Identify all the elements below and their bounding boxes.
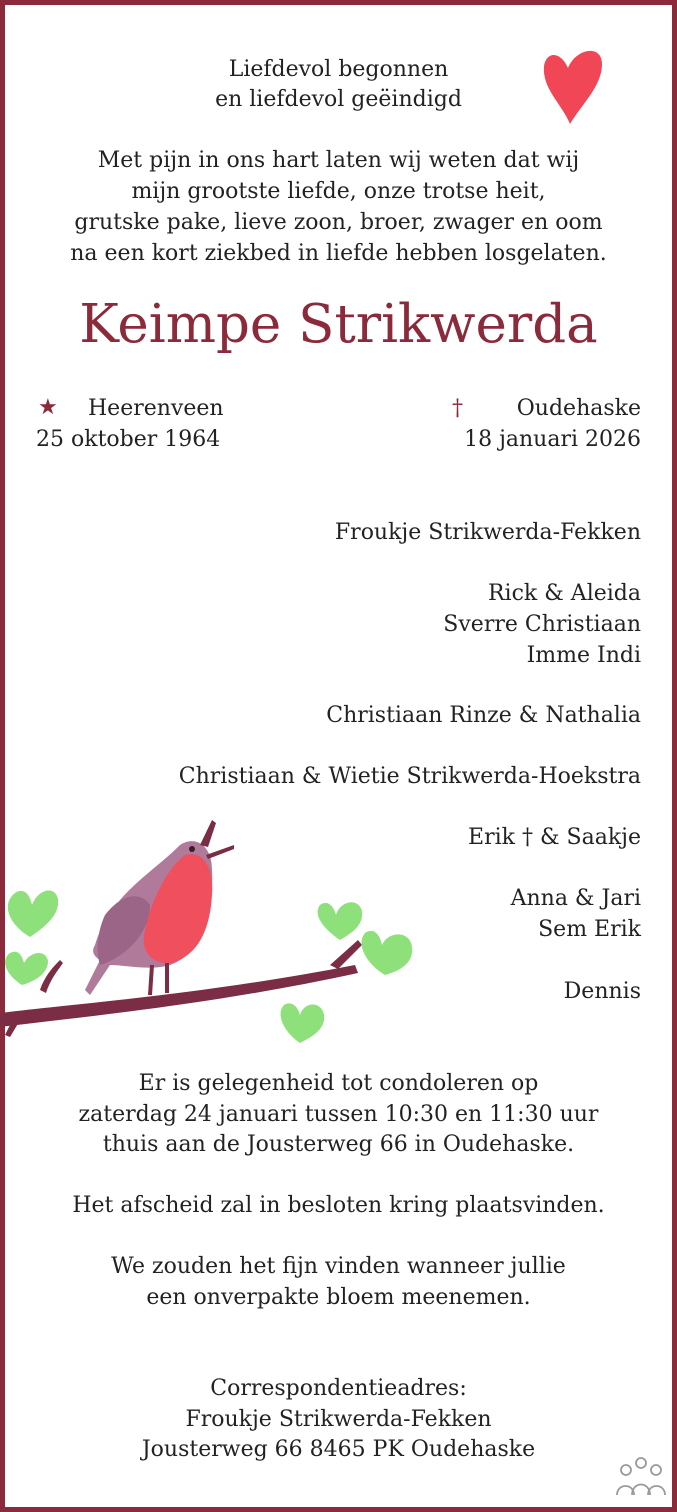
family-line: Rick & Aleida: [487, 581, 641, 606]
family-line: Froukje Strikwerda-Fekken: [334, 520, 641, 545]
death-cross-icon: †: [452, 396, 463, 421]
family-line: Sverre Christiaan: [443, 612, 641, 637]
message-line-3: grutske pake, lieve zoon, broer, zwager en oom: [74, 210, 603, 235]
message-line-4: na een kort ziekbed in liefde hebben losgelaten.: [70, 241, 607, 266]
deceased-name: Keimpe Strikwerda: [79, 294, 598, 355]
family-line: Anna & Jari: [510, 886, 641, 911]
family-line: Erik † & Saakje: [468, 825, 641, 850]
robin-illustration: [0, 815, 420, 1050]
message-line-1: Met pijn in ons hart laten wij weten dat wij: [97, 148, 580, 173]
family-line: Christiaan & Wietie Strikwerda-Hoekstra: [178, 764, 641, 789]
family-line: Christiaan Rinze & Nathalia: [326, 703, 641, 728]
correspondence-label: Correspondentieadres:: [210, 1376, 467, 1401]
correspondence-address: Jousterweg 66 8465 PK Oudehaske: [141, 1437, 536, 1462]
correspondence-name: Froukje Strikwerda-Fekken: [185, 1407, 492, 1432]
birth-date: 25 oktober 1964: [36, 427, 221, 452]
condolence-line-3: thuis aan de Jousterweg 66 in Oudehaske.: [102, 1132, 575, 1157]
condolence-line-2: zaterdag 24 januari tussen 10:30 en 11:30 uur: [78, 1102, 599, 1127]
family-line: Imme Indi: [526, 643, 641, 668]
farewell-line: Het afscheid zal in besloten kring plaatsvinden.: [72, 1193, 605, 1218]
flowers-line-1: We zouden het fijn vinden wanneer jullie: [111, 1254, 566, 1279]
death-date: 18 januari 2026: [464, 427, 641, 452]
message-line-2: mijn grootste liefde, onze trotse heit,: [131, 179, 546, 204]
death-place: Oudehaske: [516, 396, 641, 421]
family-line: Sem Erik: [538, 917, 641, 942]
intro-line-2: en liefdevol geëindigd: [215, 87, 462, 112]
flowers-line-2: een onverpakte bloem meenemen.: [146, 1285, 531, 1310]
birth-star-icon: ★: [38, 395, 58, 420]
birth-place: Heerenveen: [88, 396, 224, 421]
people-icon: [614, 1455, 668, 1497]
family-line: Dennis: [563, 979, 641, 1004]
condolence-line-1: Er is gelegenheid tot condoleren op: [138, 1071, 539, 1096]
intro-line-1: Liefdevol begonnen: [228, 57, 449, 82]
